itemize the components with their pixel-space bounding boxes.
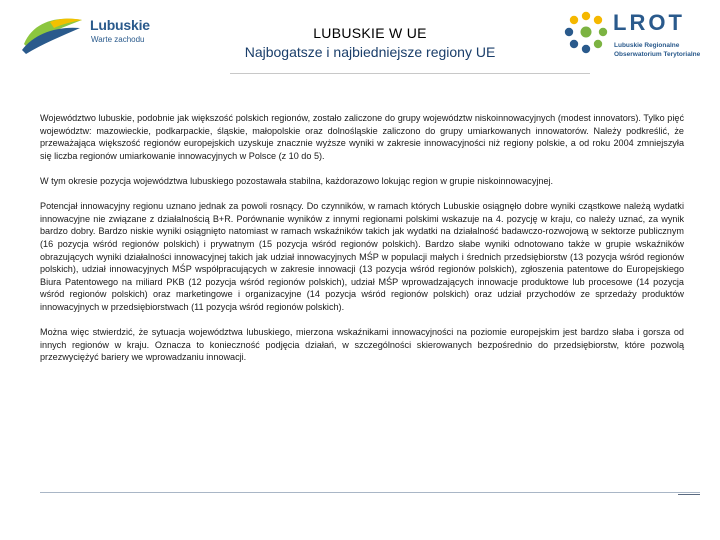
paragraph-2: W tym okresie pozycja województwa lubuskiego pozostawała stabilna, każdorazowo lokując region w grupie niskoinnowacyjnej. bbox=[40, 175, 554, 186]
page-subtitle: Najbogatsze i najbiedniejsze regiony UE bbox=[244, 44, 496, 60]
lubuskie-logo-name: Lubuskie bbox=[90, 17, 150, 33]
footer-divider bbox=[40, 492, 700, 493]
page-header bbox=[190, 25, 550, 60]
footer-divider-accent bbox=[678, 494, 700, 495]
lubuskie-leaf-logo-icon bbox=[20, 14, 86, 54]
lrot-logo-line1: Lubuskie Regionalne bbox=[614, 42, 680, 49]
lrot-logo-name: LROT bbox=[613, 10, 685, 35]
lrot-logo bbox=[563, 8, 713, 70]
header-divider bbox=[230, 73, 590, 74]
paragraph-4: Można więc stwierdzić, że sytuacja województwa lubuskiego, mierzona wskaźnikami innowacyjności na poziomie europejskim jest bardzo słaba i gorsza od innych regionów w kraju. Oznacza to konieczność podjęcia działań, w szczególności skierowanych bezpośrednio do przedsiębiorstw, które pozwolą przezwyciężyć bariery we wprowadzaniu innowacji. bbox=[40, 327, 684, 363]
lubuskie-logo-tagline: Warte zachodu bbox=[91, 35, 145, 44]
paragraph-1: Województwo lubuskie, podobnie jak większość polskich regionów, zostało zaliczone do grupy województw niskoinnowacyjnych (modest innovators). Tylko pięć województw: mazowieckie, podkarpackie, śląskie, małopolskie oraz dolnośląskie zaliczono do grupy umiarkowanych innowatorów. Należy podkreślić, że przeważająca większość regionów europejskich uzyskuje znacznie wyższe wyniki w zakresie innowacyjności niż regiony polskie, a od roku 2004 zmniejszyła się liczba regionów umiarkowanie innowacyjnych w Polsce (z 10 do 5). bbox=[40, 113, 684, 161]
document-body bbox=[40, 112, 684, 376]
paragraph-3: Potencjał innowacyjny regionu uznano jednak za powoli rosnący. Do czynników, w ramach których Lubuskie osiągnęło dobre wyniki cząstkowe należą wydatki innowacyjne nie związane z działalnością B+R. Porównanie wyników z innymi regionami polskimi wskazuje na 4. pozycję w kraju, co należy uznać, za wynik bardzo dobry. Bardzo niskie wyniki osiągnięto natomiast w ramach wskaźników takich jak wydatki na działalność badawczo-rozwojową w sektorze publicznym (16 pozycja wśród regionów polskich) i prywatnym (15 pozycja wśród regionów polskich). Bardzo słabe wyniki odnotowano także w grupie wskaźników obrazujących wyniki działalności innowacyjnej takich jak udział innowacyjnych MŚP w populacji małych i średnich przedsiębiorstw (13 pozycja wśród regionów polskich), udział innowacyjnych MŚP współpracujących w zakresie innowacji (13 pozycja wśród regionów polskich), zgłoszenia patentowe do Europejskiego Biura Patentowego na miliard PKB (12 pozycja wśród regionów polskich), udział MŚP wprowadzających innowacje produktowe lub procesowe (14 pozycja wśród regionów polskich) oraz marketingowe i organizacyjne (14 pozycja wśród regionów polskich) oraz udział przychodów ze sprzedaży produktów innowacyjnych w przedsiębiorstwach (11 pozycja wśród regionów polskich). bbox=[40, 201, 684, 312]
page-title: LUBUSKIE W UE bbox=[313, 25, 427, 41]
lrot-circle-logo-icon bbox=[563, 10, 609, 56]
lubuskie-logo bbox=[20, 14, 170, 54]
lrot-logo-line2: Obserwatorium Terytorialne bbox=[614, 51, 701, 58]
